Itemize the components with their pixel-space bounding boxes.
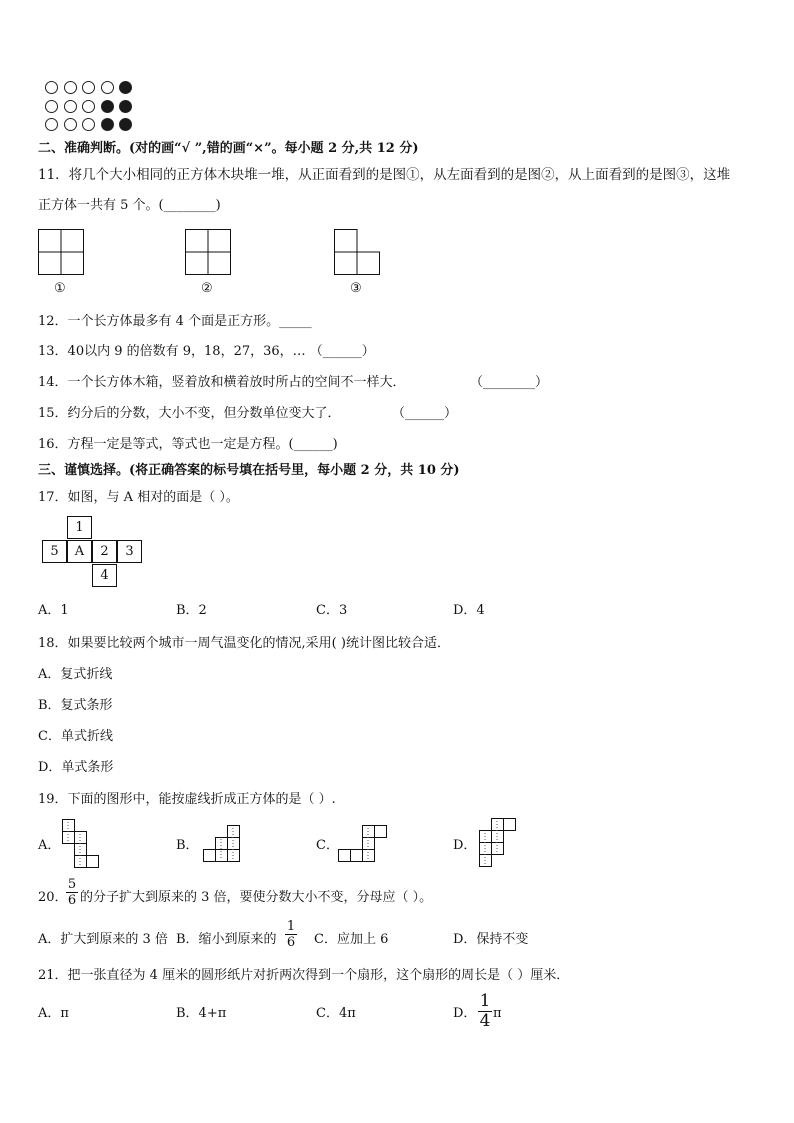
net-face-right1: 2 (92, 540, 117, 563)
q19-figure-c (338, 825, 388, 865)
q19-option-b[interactable]: B． (176, 838, 199, 853)
q18-stem: 18．如果要比较两个城市一周气温变化的情况,采用( )统计图比较合适． (38, 636, 450, 651)
q15-blank[interactable]: （______） (392, 406, 458, 421)
q19-figure-d (479, 818, 519, 870)
q11-line1: 11．将几个大小相同的正方体木块堆一堆，从正面看到的是图①，从左面看到的是图②，从上面看到的是图③，这堆 (38, 167, 731, 183)
q14: 14．一个长方体木箱，竖着放和横着放时所占的空间不一样大． (38, 375, 406, 390)
filled-circle-icon (101, 100, 114, 113)
q20-option-b-fraction (285, 920, 297, 949)
q12: 12．一个长方体最多有 4 个面是正方形。_____ (38, 314, 312, 329)
empty-circle-icon (82, 81, 95, 94)
empty-circle-icon (45, 81, 58, 94)
q11-label-3: ③ (350, 281, 362, 296)
empty-circle-icon (101, 81, 114, 94)
q18-option-c[interactable]: C．单式折线 (38, 729, 113, 744)
q17-option-c[interactable]: C．3 (316, 603, 348, 618)
q20-frac-den: 6 (67, 893, 77, 908)
q16: 16．方程一定是等式，等式也一定是方程。(______) (38, 437, 338, 452)
section2-header: 二、准确判断。(对的画“√ ”,错的画“×”。每小题 2 分,共 12 分) (38, 141, 419, 156)
q17-option-d[interactable]: D．4 (453, 603, 485, 618)
q20-option-a[interactable]: A．扩大到原来的 3 倍 (38, 932, 168, 947)
q21-option-b[interactable]: B．4+π (176, 1006, 227, 1021)
empty-circle-icon (82, 100, 95, 113)
q20-option-b[interactable]: B．缩小到原来的 (176, 932, 277, 947)
q11-line2: 正方体一共有 5 个。(________) (38, 198, 221, 213)
q11-label-2: ② (201, 281, 213, 296)
filled-circle-icon (101, 118, 114, 131)
q15: 15．约分后的分数，大小不变，但分数单位变大了． (38, 406, 341, 421)
q21-optd-den: 4 (479, 1011, 491, 1031)
q17-option-a[interactable]: A．1 (38, 603, 69, 618)
filled-circle-icon (119, 100, 132, 113)
q21-option-c[interactable]: C．4π (316, 1006, 356, 1021)
q19-figure-b (203, 825, 253, 865)
empty-circle-icon (82, 118, 95, 131)
q20-prefix: 20． (38, 890, 68, 905)
net-face-center: A (67, 540, 92, 563)
filled-circle-icon (119, 118, 132, 131)
q20-stem: 的分子扩大到原来的 3 倍，要使分数大小不变，分母应（ ）。 (80, 890, 433, 905)
q20-optb-den: 6 (286, 935, 296, 950)
q11-figure-2 (185, 229, 231, 275)
net-face-left: 5 (42, 540, 67, 563)
q13: 13．40以内 9 的倍数有 9，18，27，36，… （______） (38, 344, 375, 359)
empty-circle-icon (64, 81, 77, 94)
q20-fraction (66, 878, 78, 907)
q19-option-c[interactable]: C． (316, 838, 339, 853)
q11-label-1: ① (54, 281, 66, 296)
q21-option-d[interactable]: D． (453, 1006, 477, 1021)
q18-option-b[interactable]: B．复式条形 (38, 698, 113, 713)
empty-circle-icon (64, 100, 77, 113)
q19-stem: 19．下面的图形中，能按虚线折成正方体的是（ ）. (38, 792, 336, 807)
q11-figure-3 (334, 229, 380, 275)
net-face-bottom: 4 (92, 564, 117, 587)
q21-optd-num: 1 (479, 991, 491, 1011)
q21-option-d-fraction (478, 993, 492, 1030)
q19-option-a[interactable]: A． (38, 838, 61, 853)
q20-option-c[interactable]: C．应加上 6 (314, 932, 389, 947)
section3-header: 三、谨慎选择。(将正确答案的标号填在括号里，每小题 2 分，共 10 分) (38, 463, 460, 478)
empty-circle-icon (64, 118, 77, 131)
q21-stem: 21．把一张直径为 4 厘米的圆形纸片对折两次得到一个扇形，这个扇形的周长是（ ）厘米． (38, 968, 570, 983)
filled-circle-icon (119, 81, 132, 94)
q17-net (42, 516, 146, 590)
net-face-top: 1 (67, 516, 92, 539)
q18-option-d[interactable]: D．单式条形 (38, 760, 114, 775)
q20-frac-num: 5 (67, 877, 77, 892)
q18-option-a[interactable]: A．复式折线 (38, 667, 113, 682)
q21-option-d-suffix: π (493, 1006, 502, 1021)
q17-stem: 17．如图，与 A 相对的面是（ ）。 (38, 490, 239, 505)
q20-option-d[interactable]: D．保持不变 (453, 932, 529, 947)
empty-circle-icon (45, 100, 58, 113)
q11-figure-1 (38, 229, 84, 275)
q14-blank[interactable]: （________） (470, 375, 549, 390)
q17-option-b[interactable]: B．2 (176, 603, 207, 618)
q21-option-a[interactable]: A．π (38, 1006, 69, 1021)
q20-optb-num: 1 (286, 919, 296, 934)
net-face-right2: 3 (117, 540, 142, 563)
q19-figure-a (62, 819, 100, 871)
q19-option-d[interactable]: D． (453, 838, 477, 853)
empty-circle-icon (45, 118, 58, 131)
